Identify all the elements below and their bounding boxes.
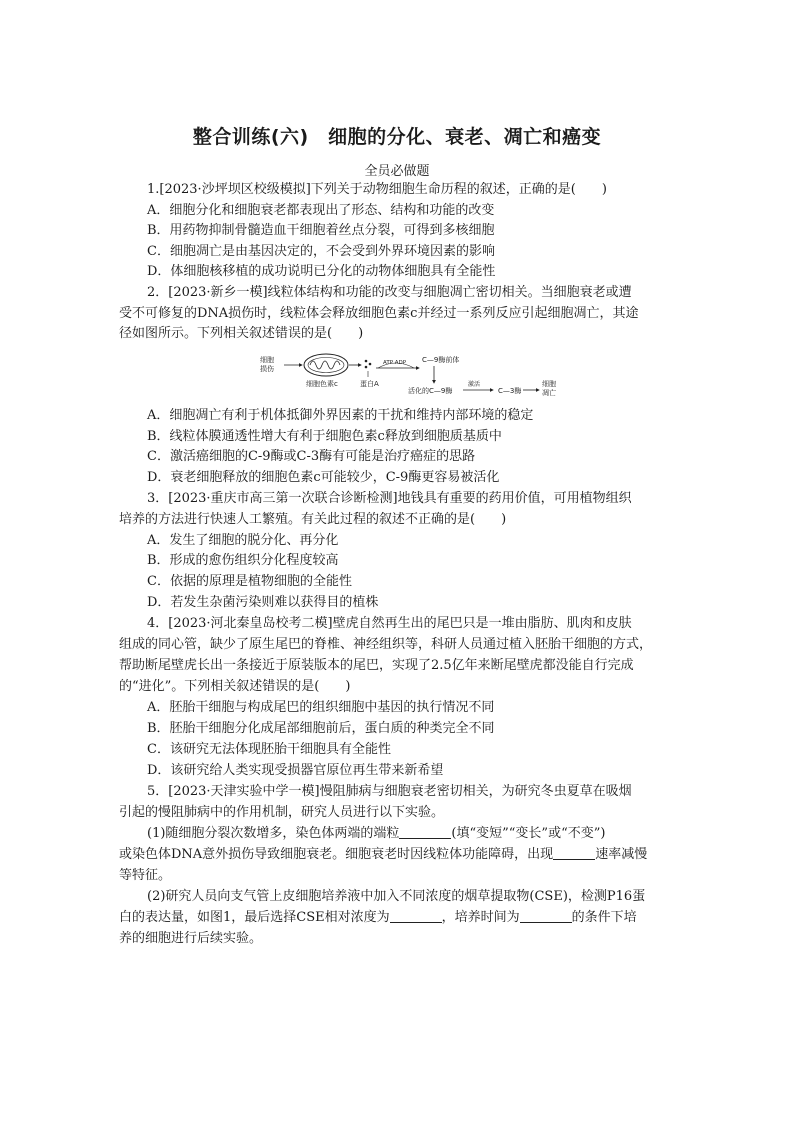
q2-stem-line-1: 2．[2023·新乡一模]线粒体结构和功能的改变与细胞凋亡密切相关。当细胞衰老或遭 xyxy=(147,285,632,300)
q5-stem-line-1: 5．[2023·天津实验中学一模]慢阻肺病与细胞衰老密切相关，为研究冬虫夏草在吸烟 xyxy=(147,784,632,799)
q5-part2-text-d: 的条件下培 xyxy=(571,910,637,925)
q5-part2-text-b: 白的表达量，如图1，最后选择CSE相对浓度为 xyxy=(119,910,390,925)
q1-option-b: B．用药物抑制骨髓造血干细胞着丝点分裂，可得到多核细胞 xyxy=(147,223,495,238)
q4-option-c: C．该研究无法体现胚胎干细胞具有全能性 xyxy=(147,742,391,757)
cytochrome-c-dots xyxy=(365,360,372,369)
diagram-label-c3: C—3酶 xyxy=(498,387,522,395)
diagram-label-activate: 激活 xyxy=(468,381,481,388)
section-subtitle: 全员必做题 xyxy=(364,164,430,179)
q3-option-c: C．依据的原理是植物细胞的全能性 xyxy=(147,574,352,589)
mitochondrion-icon xyxy=(304,354,348,376)
q4-option-d: D．该研究给人类实现受损器官原位再生带来新希望 xyxy=(147,763,444,778)
q1-option-c: C．细胞凋亡是由基因决定的，不会受到外界环境因素的影响 xyxy=(147,244,495,259)
diagram-label-cytc: 细胞色素c xyxy=(306,380,338,388)
q4-option-b: B．胚胎干细胞分化成尾部细胞前后，蛋白质的种类完全不同 xyxy=(147,721,495,736)
q1-option-d: D．体细胞核移植的成功说明已分化的动物体细胞具有全能性 xyxy=(147,264,496,279)
q2-stem-line-3: 径如图所示。下列相关叙述错误的是( ) xyxy=(119,326,364,341)
q4-stem-line-1: 4．[2023·河北秦皇岛校考二模]壁虎自然再生出的尾巴只是一堆由脂肪、肌肉和皮肤 xyxy=(147,616,632,631)
diagram-label-damage-2: 损伤 xyxy=(260,365,274,373)
q3-option-b: B．形成的愈伤组织分化程度较高 xyxy=(147,553,339,568)
q4-stem-line-3: 帮助断尾壁虎长出一条接近于原装版本的尾巴，实现了2.5亿年来断尾壁虎都没能自行完成 xyxy=(119,658,634,673)
diagram-label-activated-c9: 活化的C—9酶 xyxy=(408,387,453,395)
apoptosis-pathway-diagram xyxy=(256,350,566,398)
diagram-label-apoptosis-1: 细胞 xyxy=(542,380,556,388)
q5-blank-rate[interactable] xyxy=(553,846,595,860)
q3-option-d: D．若发生杂菌污染则难以获得目的植株 xyxy=(147,595,379,610)
q4-option-a: A．胚胎干细胞与构成尾巴的组织细胞中基因的执行情况不同 xyxy=(147,700,495,715)
q4-stem-line-4: 的“进化”。下列相关叙述错误的是( ) xyxy=(119,679,351,694)
q5-stem-line-2: 引起的慢阻肺病中的作用机制，研究人员进行以下实验。 xyxy=(119,805,445,820)
diagram-label-atp-adp: ATP ADP xyxy=(383,360,407,366)
q5-part1-text-b: (填“变短”“变长”或“不变”) xyxy=(451,826,606,841)
q1-stem: 1.[2023·沙坪坝区校级模拟]下列关于动物细胞生命历程的叙述，正确的是( ) xyxy=(147,182,607,197)
page-title: 整合训练(六) 细胞的分化、衰老、凋亡和癌变 xyxy=(192,126,602,148)
q5-part2-line-2 xyxy=(119,908,637,929)
q1-option-a: A．细胞分化和细胞衰老都表现出了形态、结构和功能的改变 xyxy=(147,203,495,218)
q2-option-a: A．细胞凋亡有利于机体抵御外界因素的干扰和维持内部环境的稳定 xyxy=(147,408,534,423)
diagram-label-apoptosis-2: 凋亡 xyxy=(542,389,556,397)
diagram-label-protein-a: 蛋白A xyxy=(360,380,379,388)
q3-stem-line-2: 培养的方法进行快速人工繁殖。有关此过程的叙述不正确的是( ) xyxy=(119,512,507,527)
diagram-label-damage-1: 细胞 xyxy=(260,356,274,364)
q2-option-c: C．激活癌细胞的C-9酶或C-3酶有可能是治疗癌症的思路 xyxy=(147,449,476,464)
q5-part1-text-a: (1)随细胞分裂次数增多，染色体两端的端粒 xyxy=(147,826,400,841)
q5-blank-concentration[interactable] xyxy=(390,909,442,923)
diagram-label-c9-precursor: C—9酶前体 xyxy=(422,356,460,364)
q4-stem-line-2: 组成的同心管，缺少了原生尾巴的脊椎、神经组织等，科研人员通过植入胚胎干细胞的方式， xyxy=(119,637,653,652)
q5-part1-line-3: 等特征。 xyxy=(119,868,172,883)
q5-blank-telomere[interactable] xyxy=(399,825,451,839)
q5-part1-text-c: 或染色体DNA意外损伤导致细胞衰老。细胞衰老时因线粒体功能障碍，出现 xyxy=(119,847,554,862)
q5-blank-time[interactable] xyxy=(520,909,572,923)
q2-option-d: D．衰老细胞释放的细胞色素c可能较少，C-9酶更容易被活化 xyxy=(147,470,500,485)
q5-part1-text-d: 速率减慢 xyxy=(595,847,648,862)
q2-stem-line-2: 受不可修复的DNA损伤时，线粒体会释放细胞色素c并经过一系列反应引起细胞凋亡，其途 xyxy=(119,306,639,321)
q5-part2-line-3: 养的细胞进行后续实验。 xyxy=(119,931,263,946)
q2-option-b: B．线粒体膜通透性增大有利于细胞色素c释放到细胞质基质中 xyxy=(147,429,502,444)
q5-part2-line-1: (2)研究人员向支气管上皮细胞培养液中加入不同浓度的烟草提取物(CSE)，检测P16蛋 xyxy=(147,889,646,904)
q3-stem-line-1: 3．[2023·重庆市高三第一次联合诊断检测]地钱具有重要的药用价值，可用植物组织 xyxy=(147,491,632,506)
q5-part2-text-c: ，培养时间为 xyxy=(441,910,520,925)
q3-option-a: A．发生了细胞的脱分化、再分化 xyxy=(147,533,339,548)
q5-part1-line-2 xyxy=(119,845,647,866)
q5-part1-line-1 xyxy=(147,824,605,845)
